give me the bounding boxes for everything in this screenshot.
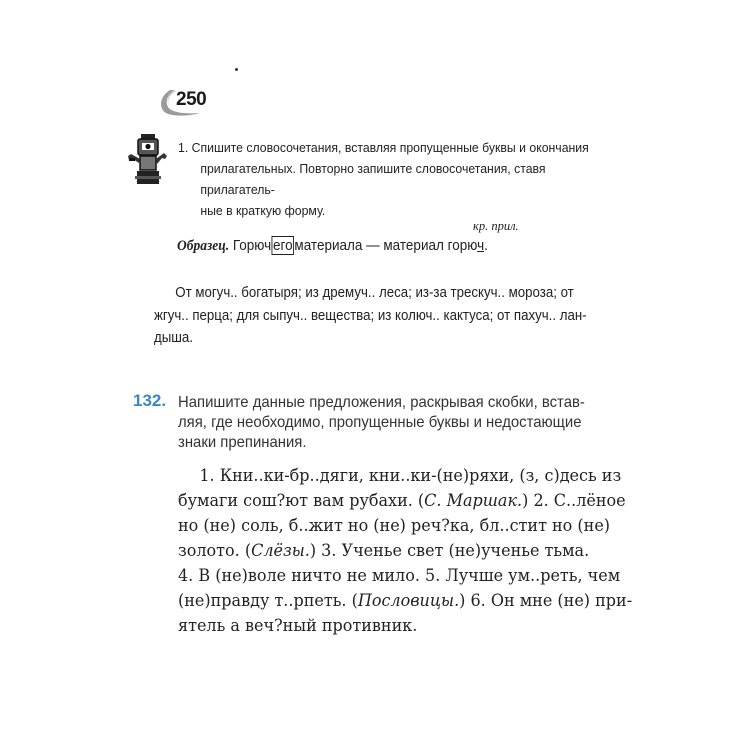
text-line: (не)правду т..рпеть. (Пословицы.) 6. Он мне (не) при- bbox=[178, 591, 633, 610]
exercise-number: 132. bbox=[133, 391, 167, 410]
author-citation: С. Маршак. bbox=[424, 491, 523, 510]
source-citation: Слёзы. bbox=[251, 541, 310, 560]
source-citation: Пословицы. bbox=[357, 591, 460, 610]
sample-label: Образец. bbox=[177, 238, 230, 254]
instruction-line: прилагательных. Повторно запишите словосочетания, ставя прилагатель- bbox=[200, 161, 546, 197]
exercise-132-text bbox=[178, 463, 653, 638]
phrase-line: дыша. bbox=[154, 329, 194, 346]
underlined-letter: ч bbox=[477, 237, 485, 254]
short-adjective-annotation: кр. прил. bbox=[473, 219, 519, 233]
text-line: но (не) соль, б..жит но (не) реч?ка, бл..стит но (не) bbox=[178, 516, 611, 535]
exercise-250-badge bbox=[156, 86, 216, 118]
instruction-line: Напишите данные предложения, раскрывая скобки, встав- bbox=[178, 394, 585, 411]
instruction-line: ляя, где необходимо, пропущенные буквы и недостающие bbox=[178, 414, 582, 431]
phrase-line: жгуч.. перца; для сыпуч.. вещества; из колюч.. кактуса; от пахуч.. лан- bbox=[154, 306, 587, 324]
boxed-ending: его bbox=[272, 237, 293, 254]
phrase-line: От могуч.. богатыря; из дремуч.. леса; из-за трескуч.. мороза; от bbox=[175, 284, 574, 301]
exercise-250-instructions bbox=[178, 137, 610, 221]
exercise-132-instructions bbox=[178, 393, 638, 453]
instruction-line: знаки препинания. bbox=[178, 434, 307, 451]
text-line: 4. В (не)воле ничто не мило. 5. Лучше ум..реть, чем bbox=[178, 566, 621, 585]
instruction-line: ные в краткую форму. bbox=[200, 203, 326, 218]
sample-text: материала — материал горю bbox=[294, 237, 478, 254]
sample-text: Горюч bbox=[232, 237, 272, 254]
text-line: 1. Кни..ки-бр..дяги, кни..ки-(не)ряхи, (з, с)десь из bbox=[199, 466, 622, 485]
instruction-line: 1. Спишите словосочетания, вставляя пропущенные буквы и окончания bbox=[178, 140, 589, 155]
text-line: бумаги сош?ют вам рубахи. (С. Маршак.) 2. С..лёное bbox=[178, 491, 626, 510]
exercise-number: 250 bbox=[176, 89, 207, 110]
exercise-250-phrases bbox=[154, 282, 632, 350]
robot-mascot-icon bbox=[125, 132, 171, 186]
text-line: ятель а веч?ный противник. bbox=[178, 616, 418, 635]
text-line: золото. (Слёзы.) 3. Ученье свет (не)ученье тьма. bbox=[178, 541, 590, 560]
sample-line: Образец. Горюч его материала — материал горюч. bbox=[177, 237, 488, 254]
speck bbox=[235, 68, 238, 71]
